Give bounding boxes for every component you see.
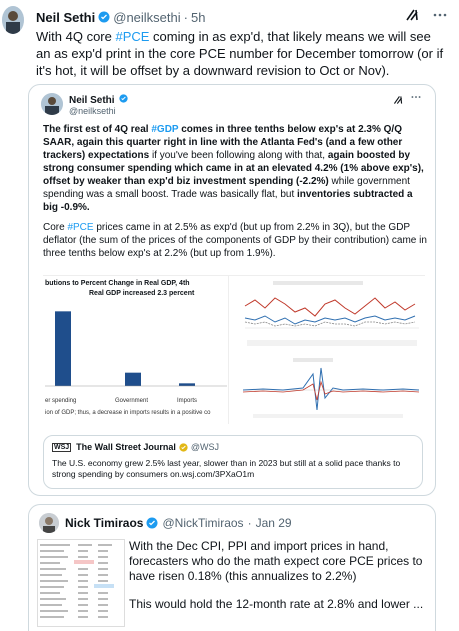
nick-avatar[interactable] [39,513,59,533]
quoted-author-name[interactable]: Neil Sethi [69,95,115,106]
timestamp[interactable]: 5h [191,9,206,25]
verified-badge-icon [146,517,158,529]
gdp-contributions-chart-image[interactable] [43,276,229,424]
quoted-paragraph-2 [43,221,427,260]
author-handle[interactable]: @neilksethi [113,9,181,25]
nick-quoted-tweet[interactable] [28,504,436,631]
wsj-tweet-text: The U.S. economy grew 2.5% last year, slower than in 2023 but still at a solid pace thanks to strong spending by consumers on.wsj.com/3PXaO1m [52,458,401,479]
nick-paragraph-2: This would hold the 12-month rate at 2.8% and lower ... [129,597,424,611]
author-name[interactable]: Neil Sethi [36,9,96,25]
quoted-author-avatar[interactable] [41,93,63,115]
chart-subtitle: Real GDP increased 2.3 percent [89,290,195,297]
nick-author-name[interactable]: Nick Timiraos [65,516,144,530]
hashtag-link[interactable]: #PCE [115,29,150,44]
wsj-logo[interactable]: WSJ [54,443,70,451]
main-tweet[interactable] [0,0,459,79]
nick-paragraph-1: With the Dec CPI, PPI and import prices in hand, forecasters who do the math expect core PCE prices to have risen 0.18% (this annualizes to 2.2%) [129,539,423,583]
bar-label: er spending [45,398,77,404]
separator-dot: · [247,516,252,530]
wsj-handle[interactable]: @WSJ [190,442,219,452]
wsj-author-name[interactable]: The Wall Street Journal [76,442,176,452]
text-bold: comes in three tenths below exp's at 2.3% Q/Q SAAR, again this quarter right in line with the Atlanta Fed's (and a few other trackers) expectations [43,124,403,161]
grok-icon[interactable] [393,95,403,105]
text-bold: inventories subtracted a big -0.9%. [43,189,413,213]
bar-3 [179,383,195,386]
text-regular: prices came in at 2.5% as exp'd (but up from 2.2% in 3Q), but the GDP deflator (the sum of the prices of the components of GDP by their contribution) came in three tenths below exp's at 2.2% (but up from 1.9%). [43,222,427,259]
bar-2 [125,373,141,386]
tweet-text [36,28,446,79]
attached-images[interactable] [43,275,425,423]
quoted-author-handle[interactable]: @neilksethi [69,106,116,116]
nested-quoted-tweet[interactable] [43,435,423,489]
price-change-chart-image[interactable] [233,278,425,352]
bar-label: Government [115,398,149,404]
verified-badge-icon [98,11,110,23]
bar-label: Imports [177,398,198,404]
hashtag-link[interactable]: #GDP [151,124,179,135]
tweet-text-part: coming in as exp'd, that likely means we will see an as exp'd print in the core PCE number for December tomorrow (or if it's hot, it will be offset by a downward revision to Oct or Nov). [36,29,444,78]
separator-dot: · [183,9,188,25]
nick-date[interactable]: Jan 29 [255,516,292,530]
quoted-paragraph-1 [43,123,427,214]
text-regular: Core [43,222,68,233]
nick-handle[interactable]: @NickTimiraos [162,516,244,530]
author-avatar[interactable] [2,6,24,34]
pce-line-chart-image[interactable] [233,354,425,424]
text-bold: again boosted by strong consumer spending which came in at an elevated 4.2% (1% above exp's), offset by weaker than exp'd biz investment spending (-2.2%) [43,150,424,187]
text-regular: while government spending was a small boost. Trade was basically flat, but [43,176,410,200]
quoted-tweet-text [43,123,427,267]
quoted-tweet[interactable] [28,84,436,496]
line-chart-svg [233,278,425,352]
grok-icon[interactable] [405,8,419,22]
chart-footnote: ion of GDP; thus, a decrease in imports results in a positive co [45,410,211,416]
tweet-text-part: With 4Q core [36,29,116,44]
verified-badge-icon [119,94,128,103]
more-options-icon[interactable] [411,95,421,99]
text-regular: if you've been following along with that, [149,150,328,161]
text-bold: The first est of 4Q real [43,124,152,135]
nick-tweet-text [129,539,429,625]
more-options-icon[interactable] [433,13,447,17]
bar-1 [55,311,71,386]
hashtag-link[interactable]: #PCE [67,222,94,233]
table-thumbnail-image[interactable] [37,539,125,627]
verified-badge-icon [179,443,188,452]
line-chart-svg [233,354,425,424]
chart-title: butions to Percent Change in Real GDP, 4th [45,280,190,287]
